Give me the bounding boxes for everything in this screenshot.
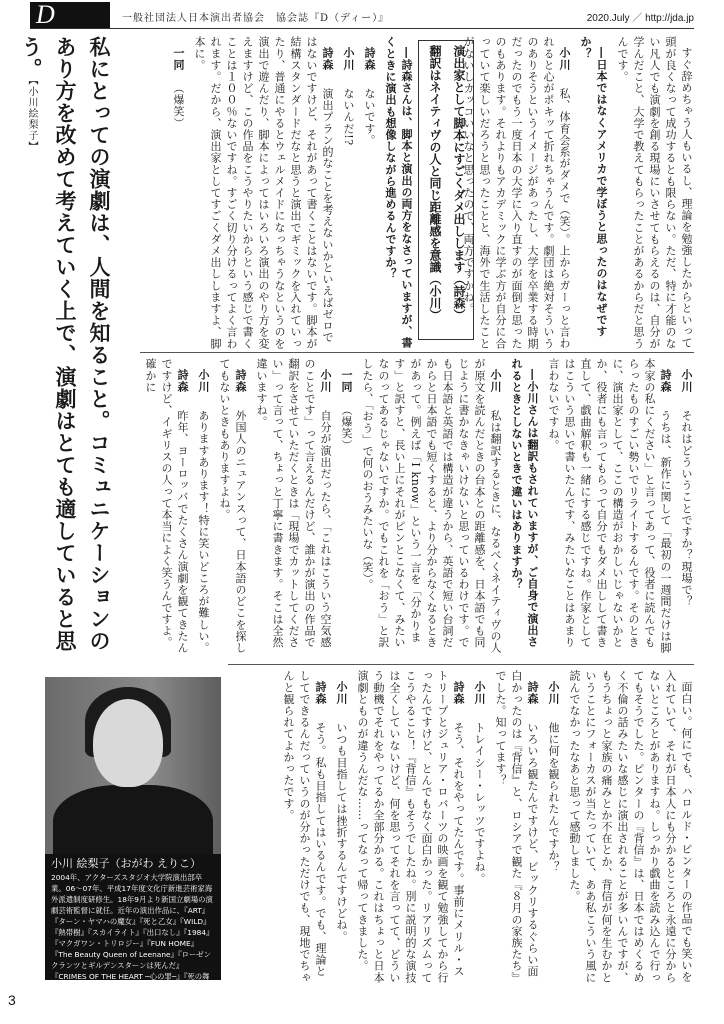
interview-question: ―小川さんは翻訳もされていますが、ご自身で演出されるときとしないときで違いはありますか？ bbox=[510, 358, 539, 648]
divider bbox=[228, 664, 694, 665]
paragraph: すぐ辞めちゃう人もいるし、理論を勉強したからといって頭が良くなって成功するとも限らない。ただ、特に才能のない凡人でも演劇を創る現場にいさせてもらえるのは、自分が学んだこと、大学で教えてもらったことがあるからだと思うんです。 bbox=[616, 36, 693, 350]
pull-quote-text: 私にとっての演劇は、人間を知ること。コミュニケーションのあり方を改めて考えていく上で、演劇はとても適していると思う。 bbox=[19, 36, 112, 652]
profile-text: 2004年、アクターズスタジオ大学院演出部卒業。06〜07年、平成17年度文化庁新進芸術家海外派遣制度研修生。18年9月より新国立劇場の演劇芸術監督に就任。近年の演出作品に、『ART』『ターン・ヤマハの魔女』『死と乙女』『WILD』『熱帯樹』『スカイライト』『出口なし』『1984』『マクガワン・トリロジー』『FUN HOME』『The Beauty Queen of Leenane』『ローゼンクランツとギルデンスターンは死んだ』『CRIMES OF THE HEART ─心の罪─』『死の舞踏／令嬢ジュリー』『RED』『スポケーンの左手』など。 bbox=[51, 873, 215, 1003]
paragraph: トレイシー・レッツですよね。 bbox=[473, 721, 486, 885]
speaker-ogawa: 小川 bbox=[197, 369, 210, 393]
interview-question: ―日本ではなくアメリカで学ぼうと思ったのはなぜですか？ bbox=[579, 36, 608, 337]
speaker-ogawa: 小川 bbox=[342, 47, 355, 71]
portrait-photo bbox=[45, 677, 221, 854]
header-org-title: 一般社団法人日本演出者協会 協会誌『D（ディー）』 bbox=[122, 13, 390, 24]
header-date-url: 2020.July ／ http://jda.jp bbox=[586, 13, 694, 24]
paragraph: いつも目指しては挫折するんですけどね。 bbox=[335, 721, 348, 943]
headline-line-1: 演出家として脚本にすごくダメ出しします（詩森） bbox=[452, 45, 466, 321]
speaker-shimori: 詩森 bbox=[452, 681, 465, 705]
page-number: 3 bbox=[8, 992, 16, 1008]
paragraph: 私は翻訳するときに、なるべくネイティヴの人が原文を読んだときの台本との距離感を、日本語でも同じように書かなきゃいけないと思っているわけです。でも日本語と英語では構造が違うから、英語で短い台詞だからと日本語でも短くすると、より分からなくなるときがあって。例えば「I know」という一言を「分かります」と訳すと、長い上にそれがピンとこなくて、みたいなのってあるじゃないですか。でもこれを「おう」と訳したら、「おう」で何のおうみたいな（笑）。 bbox=[361, 358, 502, 654]
paragraph: 演出プラン的なことを考えないかといえばゼロではないですけど、それがあって書くことはないです。脚本が結構スタンダードだなと思うと演出でギミックを入れていったり、普通にやるとウェルメイドになっちゃうなというのを演出で遊んだり、脚本によってはいろいろ演出のやり方を変えますけど、この作品をこうやりたいからという感じで書くことは１００％ないですね。すごく切り分けるってよく言われます。だから、演出家としてすごくダメ出ししますよ、脚本に。 bbox=[193, 36, 334, 350]
paragraph: ないんだ!? bbox=[342, 87, 355, 146]
magazine-logo: D bbox=[30, 2, 110, 28]
column-bottom-right bbox=[232, 670, 694, 984]
column-top-middle bbox=[118, 36, 414, 350]
column-middle bbox=[130, 358, 694, 658]
speaker-shimori: 詩森 bbox=[234, 369, 247, 393]
pull-quote bbox=[19, 36, 116, 656]
paragraph: うちは、新作に関して「最初の一週間だけは脚本家の私にください」と言ってあって、役者に読んでもらったものすごい勢いでリライトするんです。そのときに、演出家として、ここの構造がおかしいじゃないかとか、役者にも言ってもらって自分でもダメ出しして書き直して、戯曲解釈も一緒にする感じですね。作家としてはこういう思いで書いたんです、みたいなことはあまり言わないですね。 bbox=[547, 358, 672, 654]
paragraph: ありますあります！特に笑いどころが難しい。 bbox=[197, 409, 210, 654]
speaker-ogawa: 小川 bbox=[547, 681, 560, 705]
paragraph: ないです。 bbox=[363, 87, 376, 146]
speaker-shimori: 詩森 bbox=[176, 369, 189, 393]
paragraph: 外国人のニュアンスって、日本語のどこを探してもないときもありますよね。 bbox=[218, 358, 247, 654]
paragraph: （爆笑） bbox=[172, 87, 185, 129]
profile-bio bbox=[45, 854, 221, 1003]
paragraph: 私、体育会系がダメで（笑）。上からガーっと言われると心がポキッて折れちゃうんです。劇団は絶対そういうのありそうというイメージがあったし、大学を卒業する時期だったのでもう一度日本の大学に入り直すのが面倒と思ったのもあります。それよりもアカデミックに学ぶ方が自分に合っていて楽しいだろうと思ったことと、海外で生活したことがないしカッコいいなと思ったので、両方ですかね。 bbox=[462, 36, 571, 350]
speaker-ogawa: 小川 bbox=[319, 369, 332, 393]
speaker-shimori: 詩森 bbox=[659, 369, 672, 393]
section-headline-box bbox=[418, 40, 474, 340]
interview-question: ―詩森さんは、脚本と演出の両方をなさっていますが、書くときに演出も想像しながら進めるんですか？ bbox=[384, 36, 413, 349]
page-header bbox=[30, 0, 694, 29]
paragraph: いろいろ観たんですけど、ビックリするぐらい面白かったのは『背信』と、ロシアで観た『８月の家族たち』でした。知ってます？ bbox=[494, 670, 539, 984]
headline-line-2: 翻訳はネイティヴの人と同じ距離感を意識（小川） bbox=[428, 45, 442, 321]
speaker-shimori: 詩森 bbox=[314, 681, 327, 705]
paragraph: それはどういうことですか？現場で？ bbox=[680, 409, 693, 608]
profile-name: 小川 絵梨子（おがわ えりこ） bbox=[51, 857, 201, 870]
portrait-face bbox=[93, 699, 163, 787]
speaker-ogawa: 小川 bbox=[473, 681, 486, 705]
speaker-ogawa: 小川 bbox=[558, 47, 571, 71]
pull-quote-attribution: 【小川絵梨子】 bbox=[26, 80, 37, 152]
speaker-all: 一同 bbox=[340, 369, 353, 393]
speaker-ogawa: 小川 bbox=[489, 369, 502, 393]
speaker-shimori: 詩森 bbox=[363, 47, 376, 71]
speaker-shimori: 詩森 bbox=[526, 681, 539, 705]
speaker-shimori: 詩森 bbox=[321, 47, 334, 71]
paragraph: 昨年、ヨーロッパでたくさん演劇を観てきたんですけど、イギリスの人って本当によく笑うんですよ。確かに bbox=[144, 358, 189, 654]
paragraph: そう、それをやってたんです。事前にメリル・ストリープとジュリア・ロバーツの映画を観て勉強してから行ったんですけど、とんでもなく面白かった。リアリズムってこうやること！『背信』もそうでしたね。別に説明的な演技は全くしていないけど、何を思ってそれを言ってて、どういう動機でそれをやってるか全部分かる。これはちょっと日本演劇とものが違うんだな……ってなって帰ってきました。 bbox=[356, 670, 465, 984]
paragraph: そう。私も目指してはいるんです。でも、理論としてできるんだっていうのが分かっただけでも、現地でちゃんと観られてよかったです。 bbox=[282, 670, 327, 984]
column-top-right bbox=[462, 36, 694, 350]
speaker-ogawa: 小川 bbox=[680, 369, 693, 393]
paragraph: 他に何を観られたんですか？ bbox=[547, 721, 560, 873]
speaker-ogawa: 小川 bbox=[335, 681, 348, 705]
paragraph: 面白い。何にでも、ハロルド・ピンターの作品でも笑いを入れていて、それが日本人にも分かるところと永遠に分からないところとがありますね。しっかり戯曲を読み込んで行ってもそうでした。ピンターの『背信』は、日本ではめくるめく不倫の話みたいな感じに演出されることが多いんですが、もうちょっと家族の痛みとか不在とか、背信が何を生むかということにフォーカスが当たっていて、ああ私こういう風に読んでなかったなあと思って感動しました。 bbox=[568, 670, 693, 984]
paragraph: （爆笑） bbox=[340, 409, 353, 451]
paragraph: 自分が演出だったら、「これはこういう空気感のことです」って言えるんだけど、誰かが演出の作品で翻訳をさせていただくときは「現場でカットしてください」って言って、ちょっと丁寧に書きます。そこは全然違いますね。 bbox=[255, 358, 332, 648]
speaker-all: 一同 bbox=[172, 47, 185, 71]
divider bbox=[140, 352, 694, 353]
